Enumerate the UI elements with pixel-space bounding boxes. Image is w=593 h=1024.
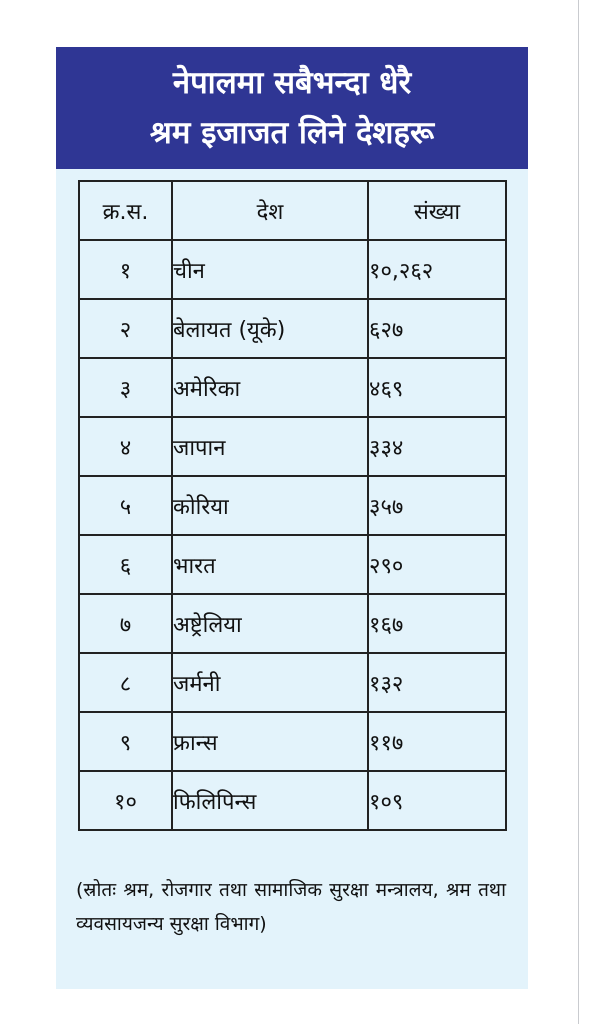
count-cell: ३३४: [368, 417, 506, 476]
table-row: [79, 358, 506, 417]
country-cell: जर्मनी: [172, 653, 368, 712]
source-note: (स्रोतः श्रम, रोजगार तथा सामाजिक सुरक्षा मन्त्रालय, श्रम तथा व्यवसायजन्य सुरक्षा विभाग): [76, 879, 506, 935]
count-cell: ४६९: [368, 358, 506, 417]
serial-cell: १०: [79, 771, 172, 830]
table-row: [79, 299, 506, 358]
table-row: [79, 771, 506, 830]
header-title-line2: श्रम इजाजत लिने देशहरू: [149, 115, 435, 151]
page-edge-line: [578, 0, 579, 1024]
country-cell: जापान: [172, 417, 368, 476]
serial-cell: ४: [79, 417, 172, 476]
column-header-country: देश: [172, 181, 368, 240]
serial-cell: ८: [79, 653, 172, 712]
infobox-header: [56, 47, 528, 169]
table-row: [79, 535, 506, 594]
table-row: [79, 653, 506, 712]
table-row: [79, 417, 506, 476]
country-cell: अमेरिका: [172, 358, 368, 417]
count-cell: १०,२६२: [368, 240, 506, 299]
table-row: [79, 594, 506, 653]
serial-cell: १: [79, 240, 172, 299]
serial-cell: २: [79, 299, 172, 358]
serial-cell: ५: [79, 476, 172, 535]
count-cell: २९०: [368, 535, 506, 594]
country-cell: भारत: [172, 535, 368, 594]
serial-cell: ३: [79, 358, 172, 417]
table-row: [79, 476, 506, 535]
table-row: [79, 712, 506, 771]
count-cell: ११७: [368, 712, 506, 771]
country-cell: अष्ट्रेलिया: [172, 594, 368, 653]
serial-cell: ७: [79, 594, 172, 653]
count-cell: ३५७: [368, 476, 506, 535]
country-cell: फिलिपिन्स: [172, 771, 368, 830]
cropped-article-text: [0, 1016, 593, 1024]
country-cell: चीन: [172, 240, 368, 299]
permit-table: [78, 180, 507, 831]
table-row: [79, 240, 506, 299]
column-header-serial: क्र.स.: [79, 181, 172, 240]
count-cell: १०९: [368, 771, 506, 830]
serial-cell: ६: [79, 535, 172, 594]
column-header-count: संख्या: [368, 181, 506, 240]
count-cell: १३२: [368, 653, 506, 712]
header-title-line1: नेपालमा सबैभन्दा धेरै: [172, 65, 412, 101]
country-cell: बेलायत (यूके): [172, 299, 368, 358]
country-cell: कोरिया: [172, 476, 368, 535]
count-cell: १६७: [368, 594, 506, 653]
count-cell: ६२७: [368, 299, 506, 358]
serial-cell: ९: [79, 712, 172, 771]
country-cell: फ्रान्स: [172, 712, 368, 771]
table-header-row: [79, 181, 506, 240]
